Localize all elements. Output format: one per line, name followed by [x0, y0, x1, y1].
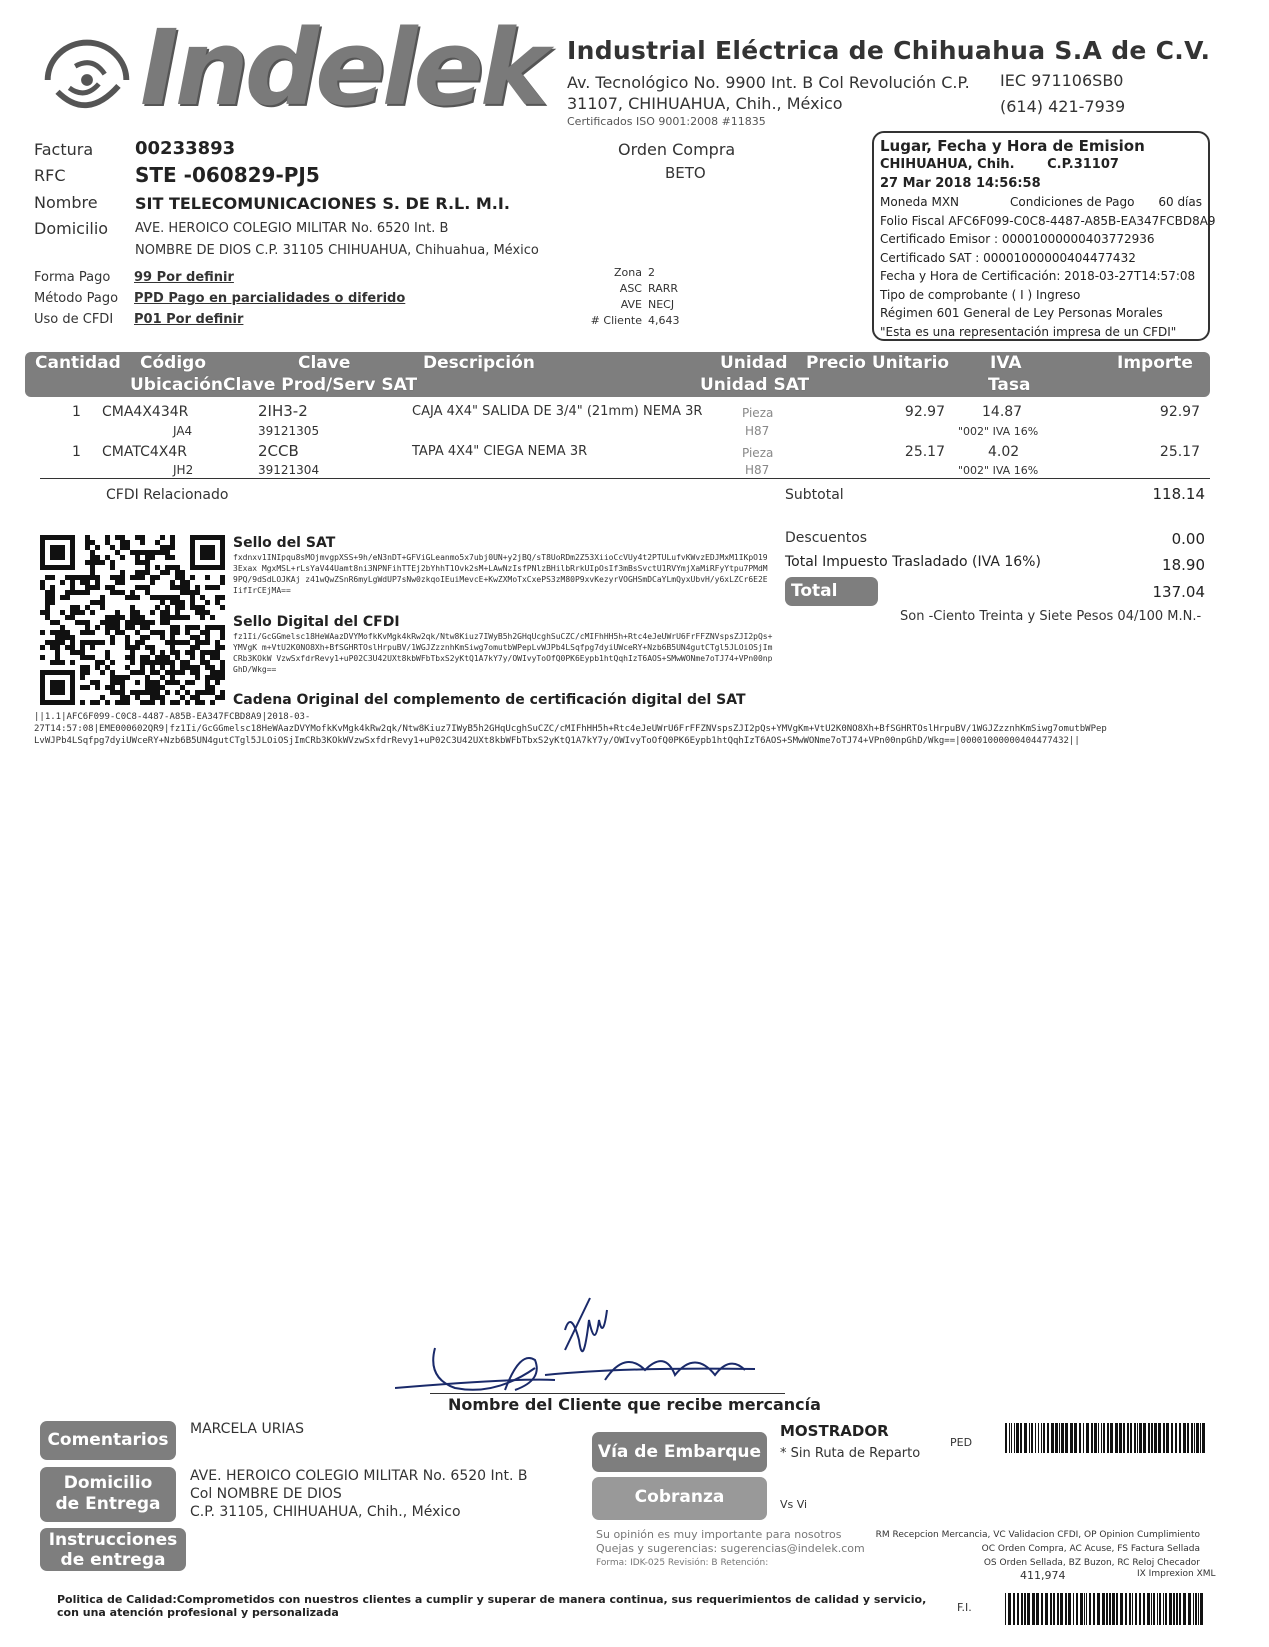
forma-text: Forma: IDK-025 Revisión: B Retención: — [596, 1558, 769, 1568]
cobranza-label: Cobranza — [592, 1477, 767, 1520]
factura-number: 00233893 — [135, 138, 236, 159]
rfc-label: RFC — [34, 166, 66, 185]
cell-iva: 4.02 — [988, 444, 1020, 460]
emision-moneda-row — [880, 193, 1202, 212]
company-rfc-phone — [1000, 68, 1125, 120]
uso-cfdi-value: P01 Por definir — [134, 312, 244, 327]
logo-wordmark: Indelek — [140, 7, 546, 129]
opinion-text: Su opinión es muy importante para nosotros — [596, 1528, 842, 1541]
swirl-logo-icon — [28, 30, 146, 130]
emision-folio: Folio Fiscal AFC6F099-C0C8-4487-A85B-EA347FCBD8A9 — [880, 213, 1216, 228]
codes-line1: RM Recepcion Mercancia, VC Validacion CFDI, OP Opinion Cumplimiento — [875, 1530, 1200, 1540]
cliente-label: # Cliente — [590, 314, 642, 327]
subtotal-label: Subtotal — [785, 487, 844, 503]
emision-tipo: Tipo de comprobante ( I ) Ingreso — [880, 287, 1081, 302]
cell-clave-sat: 39121305 — [258, 424, 320, 438]
cell-unidad-sat: H87 — [745, 463, 770, 477]
ave-label: AVE — [620, 298, 642, 311]
table-header — [25, 352, 1210, 397]
emision-lugar — [880, 156, 1202, 175]
firma-label: Nombre del Cliente que recibe mercancía — [448, 1395, 821, 1414]
instrucciones-label-1: Instrucciones — [48, 1530, 178, 1550]
domicilio-entrega-value — [190, 1467, 528, 1521]
barcode-top-icon — [1005, 1423, 1205, 1453]
codes-block — [860, 1528, 1200, 1570]
emision-lugar-ciudad: CHIHUAHUA, Chih. — [880, 157, 1015, 172]
header-unidad: Unidad — [720, 353, 788, 373]
emision-cp: C.P.31107 — [1047, 157, 1119, 172]
metodo-pago-value: PPD Pago en parcialidades o diferido — [134, 291, 406, 306]
header-clave-prod: Clave Prod/Serv SAT — [223, 375, 418, 395]
domicilio-line2: NOMBRE DE DIOS C.P. 31105 CHIHUAHUA, Chihuahua, México — [135, 243, 539, 258]
total-label: Total — [785, 577, 878, 606]
sin-ruta: * Sin Ruta de Reparto — [780, 1446, 921, 1461]
cell-unidad-sat: H87 — [745, 424, 770, 438]
domicilio-entrega-label-1: Domicilio — [63, 1473, 153, 1493]
header-iva: IVA — [990, 353, 1022, 373]
header-cantidad: Cantidad — [35, 353, 121, 373]
company-address-line2: 31107, CHIHUAHUA, Chih., México — [567, 94, 843, 113]
domicilio-entrega-line2: Col NOMBRE DE DIOS — [190, 1486, 342, 1502]
zona-value: 2 — [648, 266, 655, 279]
orden-compra-value: BETO — [665, 164, 706, 182]
emision-moneda: Moneda MXN — [880, 195, 960, 209]
cell-unidad: Pieza — [742, 406, 774, 420]
header-unidad-sat: Unidad SAT — [700, 375, 810, 395]
vs-label: Vs Vi — [780, 1498, 808, 1511]
qr-code-icon — [40, 535, 225, 705]
signature-line — [430, 1393, 785, 1394]
cfdi-relacionado: CFDI Relacionado — [106, 487, 229, 503]
cell-precio: 25.17 — [904, 444, 945, 460]
cell-ubicacion: JH2 — [173, 463, 194, 477]
codes-line4: IX Imprexion XML — [1137, 1569, 1216, 1579]
politica-line1: Politica de Calidad:Comprometidos con nuestros clientes a cumplir y superar de manera continua, sus requerimientos de calidad y servicio, — [57, 1593, 927, 1606]
instrucciones-label — [40, 1528, 186, 1571]
cell-cantidad: 1 — [72, 444, 81, 460]
forma-pago-value: 99 Por definir — [134, 270, 234, 285]
cell-importe: 25.17 — [1159, 444, 1200, 460]
cell-precio: 92.97 — [904, 404, 945, 420]
emision-title: Lugar, Fecha y Hora de Emision — [880, 137, 1145, 155]
handwritten-signature-icon — [395, 1290, 795, 1405]
rfc-value: STE -060829-PJ5 — [135, 163, 320, 187]
orden-details-labels — [560, 265, 642, 329]
ped-label: PED — [950, 1436, 973, 1449]
cliente-value: 4,643 — [648, 314, 680, 327]
cadena-line1: ||1.1|AFC6F099-C0C8-4487-A85B-EA347FCBD8A9|2018-03- — [34, 712, 311, 722]
cadena-line3: LvWJPb4LSqfpg7dyiUWceRY+Nzb6B5UN4gutCTgl5JLOiOSjImCRb3KOkWVzwSxfdrRevy1+uP02C3U42UXt8kbWFbTbxS2yKtQ1A7kY7y/OWIvyToOfQ0PK6Eypb1htQqhIzT6AOS+SMwWONme7oTJ74+VPn00npGhD/Wkg==|00001000000404477432|| — [34, 736, 1080, 746]
politica-calidad — [57, 1593, 926, 1619]
header-precio: Precio Unitario — [806, 353, 950, 373]
total-value: 137.04 — [1152, 583, 1205, 601]
cell-ubicacion: JA4 — [173, 424, 193, 438]
total-en-letra: Son -Ciento Treinta y Siete Pesos 04/100 M.N.- — [900, 609, 1202, 624]
cadena-line2: 27T14:57:08|EME000602QR9|fz1Ii/GcGGmelsc18HeWAazDVYMofkKvMgk4kRw2qk/Ntw8Kiuz7IWyB5h2GHqUcghSuCZC/cMIFhHH5h+Rtc4eJeUWrU6FrFFZNVspsZJI2pQs+YMVgKm+VtU2K0NO8Xh+BfSGHRTOslHrpuBV/1WGJZzznhKmSiwg7omutbWPep — [34, 724, 1107, 734]
via-embarque-value: MOSTRADOR — [780, 1422, 889, 1440]
header-descripcion: Descripción — [423, 353, 535, 373]
comentarios-value: MARCELA URIAS — [190, 1421, 305, 1437]
emision-cert-emisor: Certificado Emisor : 00001000000403772936 — [880, 232, 1155, 246]
cell-clave: 2CCB — [258, 442, 299, 460]
emision-box — [872, 131, 1216, 341]
asc-value: RARR — [648, 282, 679, 295]
subtotal-value: 118.14 — [1152, 485, 1205, 503]
header-clave: Clave — [298, 353, 351, 373]
impuesto-label: Total Impuesto Trasladado (IVA 16%) — [785, 554, 1041, 570]
metodo-pago-label: Método Pago — [34, 291, 119, 306]
zona-label: Zona — [614, 266, 642, 279]
header-importe: Importe — [1117, 353, 1193, 373]
cell-descripcion: CAJA 4X4" SALIDA DE 3/4" (21mm) NEMA 3R — [412, 404, 703, 419]
company-address — [567, 72, 970, 114]
company-name: Industrial Eléctrica de Chihuahua S.A de C.V. — [567, 36, 1211, 65]
forma-pago-label: Forma Pago — [34, 270, 111, 285]
table-row — [0, 442, 1269, 478]
emision-cert-sat: Certificado SAT : 00001000000404477432 — [880, 250, 1136, 265]
cadena-text — [34, 711, 1234, 747]
emision-representacion: "Esta es una representación impresa de un CFDI" — [880, 324, 1177, 339]
cell-unidad: Pieza — [742, 446, 774, 460]
ave-value: NECJ — [648, 298, 675, 311]
instrucciones-label-2: de entrega — [60, 1550, 166, 1570]
company-rfc: IEC 971106SB0 — [1000, 71, 1124, 90]
cadena-title: Cadena Original del complemento de certificación digital del SAT — [233, 692, 746, 708]
cell-tasa: "002" IVA 16% — [958, 464, 1039, 477]
emision-fecha: 27 Mar 2018 14:56:58 — [880, 175, 1041, 191]
sello-sat-title: Sello del SAT — [233, 535, 336, 551]
cell-iva: 14.87 — [982, 404, 1023, 420]
codes-line2: OC Orden Compra, AC Acuse, FS Factura Sellada — [981, 1544, 1200, 1554]
cell-codigo: CMATC4X4R — [102, 444, 187, 460]
barcode-bottom-icon — [1005, 1593, 1205, 1625]
nombre-value: SIT TELECOMUNICACIONES S. DE R.L. M.I. — [135, 194, 510, 213]
domicilio-line1: AVE. HEROICO COLEGIO MILITAR No. 6520 Int. B — [135, 221, 449, 236]
company-address-line1: Av. Tecnológico No. 9900 Int. B Col Revolución C.P. — [567, 73, 970, 92]
via-embarque-label: Vía de Embarque — [592, 1432, 767, 1472]
quejas-text: Quejas y sugerencias: sugerencias@indelek.com — [596, 1542, 865, 1555]
indelek-logo — [28, 7, 546, 142]
domicilio-entrega-label-2: de Entrega — [55, 1494, 161, 1514]
header-tasa: Tasa — [988, 375, 1031, 395]
sello-sat-text: fxdnxv1INIpqu8sMOjmvgpXSS+9h/eN3nDT+GFViGLeanmo5x7ubj0UN+y2jBQ/sT8UoRDm2Z53XiioCcVUy4t2PTULufvKWvzEDJMxM1IKpO193Exax MgxMSL+rLsYaV44Uamt8ni3NPNFihTTEj2bYhhT1Ovk2sM+LAwNzIsfPNlzBHilbRrkUIpOsIf3mBsSvctU1RVYmjXaMiRFyYtpu7PMdM9PQ/9dSdLOJKAj z41wQwZSnR6myLgWdUP7sNw0zkqoIEuiMevcE+KwZXMoTxCxePS3zM80P9xvKezyrVOGHSmDCaYLmQyxUbvH/y6xLZCr6E2EIifIrCEjMA== — [233, 553, 768, 595]
sello-cfdi-title: Sello Digital del CFDI — [233, 614, 400, 630]
comentarios-label: Comentarios — [40, 1421, 176, 1460]
orden-compra-label: Orden Compra — [618, 140, 736, 159]
opinion-block — [596, 1528, 865, 1570]
politica-line2: con una atención profesional y personalizada — [57, 1606, 339, 1619]
descuentos-value: 0.00 — [1171, 530, 1205, 548]
domicilio-label: Domicilio — [34, 219, 109, 238]
asc-label: ASC — [619, 282, 642, 295]
emision-fecha-cert: Fecha y Hora de Certificación: 2018-03-27T14:57:08 — [880, 269, 1196, 283]
cell-descripcion: TAPA 4X4" CIEGA NEMA 3R — [412, 444, 588, 459]
emision-dias: 60 días — [1158, 195, 1202, 209]
cell-codigo: CMA4X434R — [102, 404, 189, 420]
cell-importe: 92.97 — [1159, 404, 1200, 420]
company-phone: (614) 421-7939 — [1000, 97, 1126, 116]
table-bottom-divider — [40, 478, 1210, 479]
nombre-label: Nombre — [34, 193, 98, 212]
cell-clave-sat: 39121304 — [258, 463, 320, 477]
emision-regimen: Régimen 601 General de Ley Personas Morales — [880, 306, 1163, 320]
impuesto-value: 18.90 — [1162, 556, 1205, 574]
table-row — [0, 402, 1269, 442]
cell-clave: 2IH3-2 — [258, 402, 308, 420]
factura-label: Factura — [34, 140, 94, 159]
folio-numero: 411,974 — [1020, 1569, 1066, 1582]
uso-cfdi-label: Uso de CFDI — [34, 312, 114, 327]
fi-label: F.I. — [957, 1601, 972, 1614]
orden-details-values — [648, 265, 680, 329]
codes-line3: OS Orden Sellada, BZ Buzon, RC Reloj Checador — [983, 1558, 1200, 1568]
domicilio-entrega-line1: AVE. HEROICO COLEGIO MILITAR No. 6520 Int. B — [190, 1468, 528, 1484]
descuentos-label: Descuentos — [785, 530, 868, 546]
sello-cfdi-text: fz1Ii/GcGGmelsc18HeWAazDVYMofkKvMgk4kRw2qk/Ntw8Kiuz7IWyB5h2GHqUcghSuCZC/cMIFhHH5h+Rtc4eJeUWrU6FrFFZNVspsZJI2pQs+YMVgK m+VtU2K0NO8Xh+BfSGHRTOslHrpuBV/1WGJZzznhKmSiwg7omutbWPepLvWJPb4LSqfpg7dyiUWceRY+Nzb6B5UN4gutCTgl5JLOiOSjImCRb3KOkW VzwSxfdrRevy1+uP02C3U42UXt8kbWFbTbxS2yKtQ1A7kY7y/OWIvyToOfQ0PK6Eypb1htQqhIzT6AOS+SMwWONme7oTJ74+VPn00npGhD/Wkg== — [233, 632, 773, 674]
domicilio-entrega-label — [40, 1467, 176, 1522]
cell-cantidad: 1 — [72, 404, 81, 420]
header-ubicacion: Ubicación — [130, 375, 224, 395]
emision-condiciones: Condiciones de Pago — [1010, 195, 1135, 209]
company-certificados: Certificados ISO 9001:2008 #11835 — [567, 115, 766, 128]
cell-tasa: "002" IVA 16% — [958, 425, 1039, 438]
header-codigo: Código — [140, 353, 206, 373]
domicilio-entrega-line3: C.P. 31105, CHIHUAHUA, Chih., México — [190, 1504, 461, 1520]
